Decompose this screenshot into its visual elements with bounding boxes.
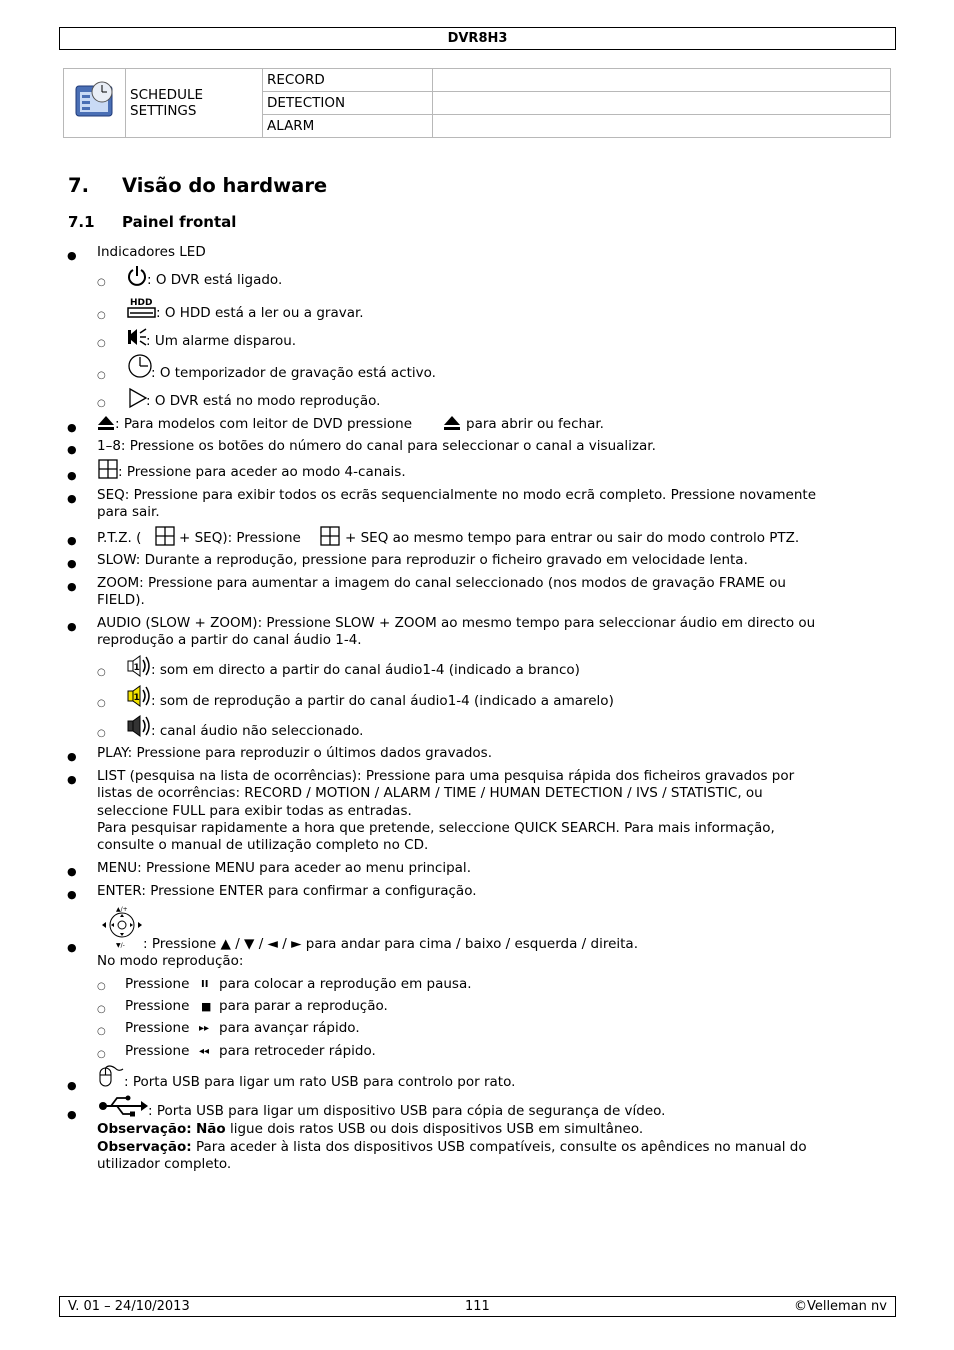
bullet: ● <box>67 249 77 262</box>
audio-channel-digit: 1 <box>133 693 140 703</box>
bullet: ● <box>67 865 77 878</box>
timer-icon <box>127 353 153 379</box>
eject-text-b: para abrir ou fechar. <box>466 416 604 432</box>
pb-rew-text: para retroceder rápido. <box>219 1043 376 1059</box>
audio-text-2: reprodução a partir do canal áudio 1-4. <box>97 632 362 648</box>
subsection-title: Painel frontal <box>122 213 237 231</box>
note-1 <box>97 1121 643 1138</box>
usb-icon <box>97 1094 149 1118</box>
seq-text-1: SEQ: Pressione para exibir todos os ecrãs sequencialmente no modo ecrã completo. Pressione novamente <box>97 487 816 503</box>
schedule-settings-icon <box>72 78 118 124</box>
mouse-icon <box>97 1064 125 1090</box>
navigation-pad-icon <box>98 903 146 949</box>
eject-icon <box>97 415 115 431</box>
page-header: DVR8H3 <box>59 27 896 50</box>
nav-bottom-label: ▼/- <box>116 942 125 949</box>
nav-text: : Pressione ▲ / ▼ / ◄ / ► para andar para cima / baixo / esquerda / direita. <box>143 936 638 952</box>
nav-mode-text: No modo reprodução: <box>97 953 244 969</box>
pb-pause-text: para colocar a reprodução em pausa. <box>219 976 472 992</box>
channels-text: 1–8: Pressione os botões do número do canal para seleccionar o canal a visualizar. <box>97 438 656 454</box>
audio-text-1: AUDIO (SLOW + ZOOM): Pressione SLOW + ZOOM ao mesmo tempo para seleccionar áudio em directo ou <box>97 615 816 631</box>
power-icon <box>126 264 148 288</box>
bullet: ● <box>67 1108 77 1121</box>
sub-bullet: ○ <box>97 310 106 321</box>
ptz-text-b: + SEQ): Pressione <box>179 530 301 546</box>
bullet: ● <box>67 421 77 434</box>
stop-icon: ■ <box>201 1000 212 1013</box>
subsection-number: 7.1 <box>68 213 95 231</box>
eject-icon <box>443 415 461 431</box>
fast-forward-icon: ▸▸ <box>199 1023 210 1034</box>
hdd-icon <box>127 296 157 320</box>
bullet: ● <box>67 469 77 482</box>
sub-bullet: ○ <box>97 370 106 381</box>
schedule-row-detection: DETECTION <box>263 92 433 115</box>
rewind-icon: ◂◂ <box>199 1046 210 1057</box>
note-2-text: Para aceder à lista dos dispositivos USB compatíveis, consulte os apêndices no manual do <box>195 1139 807 1155</box>
bullet: ● <box>67 534 77 547</box>
audio-play-text: : som de reprodução a partir do canal áudio1-4 (indicado a amarelo) <box>151 693 614 709</box>
led-power-text: : O DVR está ligado. <box>147 272 283 288</box>
bullet: ● <box>67 750 77 763</box>
pb-pause-label: Pressione <box>125 976 190 992</box>
pb-stop-text: para parar a reprodução. <box>219 998 388 1014</box>
zoom-text-1: ZOOM: Pressione para aumentar a imagem do canal seleccionado (nos modos de gravação FRAME ou <box>97 575 786 591</box>
pb-ff-label: Pressione <box>125 1020 190 1036</box>
section-number: 7. <box>68 174 89 197</box>
bullet: ● <box>67 620 77 633</box>
sub-bullet: ○ <box>97 398 106 409</box>
quad-view-icon <box>155 526 175 546</box>
ptz-text-a: P.T.Z. ( <box>97 530 142 546</box>
footer-page-number: 111 <box>465 1299 490 1314</box>
eject-text-a: : Para modelos com leitor de DVD pressione <box>115 416 413 432</box>
sub-bullet: ○ <box>97 338 106 349</box>
usb-device-text: : Porta USB para ligar um dispositivo USB para cópia de segurança de vídeo. <box>148 1103 666 1119</box>
schedule-row-alarm-value <box>433 115 891 138</box>
list-text-1: LIST (pesquisa na lista de ocorrências): Pressione para uma pesquisa rápida dos ficheiros gravados por <box>97 768 795 784</box>
ptz-text-c: + SEQ ao mesmo tempo para entrar ou sair do modo controlo PTZ. <box>345 530 800 546</box>
pause-icon: II <box>201 979 209 990</box>
footer-version: V. 01 – 24/10/2013 <box>68 1299 190 1314</box>
audio-muted-icon <box>126 714 152 738</box>
sub-bullet: ○ <box>97 981 106 992</box>
sub-bullet: ○ <box>97 698 106 709</box>
pb-rew-label: Pressione <box>125 1043 190 1059</box>
note-2 <box>97 1139 807 1156</box>
sub-bullet: ○ <box>97 1004 106 1015</box>
led-play-text: : O DVR está no modo reprodução. <box>146 393 381 409</box>
led-hdd-text: : O HDD está a ler ou a gravar. <box>156 305 364 321</box>
led-heading: Indicadores LED <box>97 244 206 260</box>
enter-text: ENTER: Pressione ENTER para confirmar a configuração. <box>97 883 477 899</box>
audio-live-icon <box>126 654 152 678</box>
audio-channel-digit: 1 <box>133 663 140 673</box>
audio-playback-icon <box>126 684 152 708</box>
bullet: ● <box>67 557 77 570</box>
alarm-icon <box>126 326 148 348</box>
sub-bullet: ○ <box>97 1026 106 1037</box>
note-2-label: Observação: <box>97 1139 192 1155</box>
audio-none-text: : canal áudio não seleccionado. <box>151 723 364 739</box>
bullet: ● <box>67 492 77 505</box>
hdd-icon-label: HDD <box>130 298 153 308</box>
section-heading <box>68 174 327 197</box>
schedule-row-record: RECORD <box>263 69 433 92</box>
section-title: Visão do hardware <box>122 174 328 197</box>
quad-text: : Pressione para aceder ao modo 4-canais. <box>118 464 406 480</box>
led-timer-text: : O temporizador de gravação está activo. <box>151 365 436 381</box>
menu-text: MENU: Pressione MENU para aceder ao menu principal. <box>97 860 471 876</box>
bullet: ● <box>67 888 77 901</box>
pb-stop-label: Pressione <box>125 998 190 1014</box>
play-text: PLAY: Pressione para reproduzir o últimos dados gravados. <box>97 745 492 761</box>
note-1-label: Observação: <box>97 1121 192 1137</box>
bullet: ● <box>67 580 77 593</box>
page-footer <box>59 1296 896 1317</box>
bullet: ● <box>67 1079 77 1092</box>
led-alarm-text: : Um alarme disparou. <box>146 333 297 349</box>
list-text-4: Para pesquisar rapidamente a hora que pretende, seleccione QUICK SEARCH. Para mais informação, <box>97 820 775 836</box>
footer-copyright: ©Velleman nv <box>793 1299 887 1314</box>
bullet: ● <box>67 941 77 954</box>
schedule-row-alarm: ALARM <box>263 115 433 138</box>
usb-mouse-text: : Porta USB para ligar um rato USB para controlo por rato. <box>124 1074 516 1090</box>
bullet: ● <box>67 443 77 456</box>
bullet: ● <box>67 773 77 786</box>
sub-bullet: ○ <box>97 1049 106 1060</box>
subsection-heading <box>68 213 236 231</box>
quad-view-icon <box>320 526 340 546</box>
sub-bullet: ○ <box>97 728 106 739</box>
sub-bullet: ○ <box>97 277 106 288</box>
list-text-5: consulte o manual de utilização completo no CD. <box>97 837 429 853</box>
nav-top-label: ▲/+ <box>116 906 128 913</box>
schedule-label: SCHEDULE SETTINGS <box>126 69 263 138</box>
zoom-text-2: FIELD). <box>97 592 145 608</box>
pb-ff-text: para avançar rápido. <box>219 1020 360 1036</box>
note-1-emphasis: Não <box>195 1121 226 1137</box>
schedule-row-record-value <box>433 69 891 92</box>
slow-text: SLOW: Durante a reprodução, pressione para reproduzir o ficheiro gravado em velocidade lenta. <box>97 552 748 568</box>
sub-bullet: ○ <box>97 667 106 678</box>
quad-view-icon <box>98 459 118 479</box>
seq-text-2: para sair. <box>97 504 160 520</box>
list-text-2: listas de ocorrências: RECORD / MOTION / ALARM / TIME / HUMAN DETECTION / IVS / STATISTIC, ou <box>97 785 763 801</box>
note-1-text: ligue dois ratos USB ou dois dispositivos USB em simultâneo. <box>229 1121 644 1137</box>
schedule-icon-cell <box>64 69 126 138</box>
schedule-table <box>63 68 891 138</box>
audio-live-text: : som em directo a partir do canal áudio1-4 (indicado a branco) <box>151 662 580 678</box>
list-text-3: seleccione FULL para exibir todas as entradas. <box>97 803 412 819</box>
schedule-row-detection-value <box>433 92 891 115</box>
note-2-continued: utilizador completo. <box>97 1156 232 1172</box>
